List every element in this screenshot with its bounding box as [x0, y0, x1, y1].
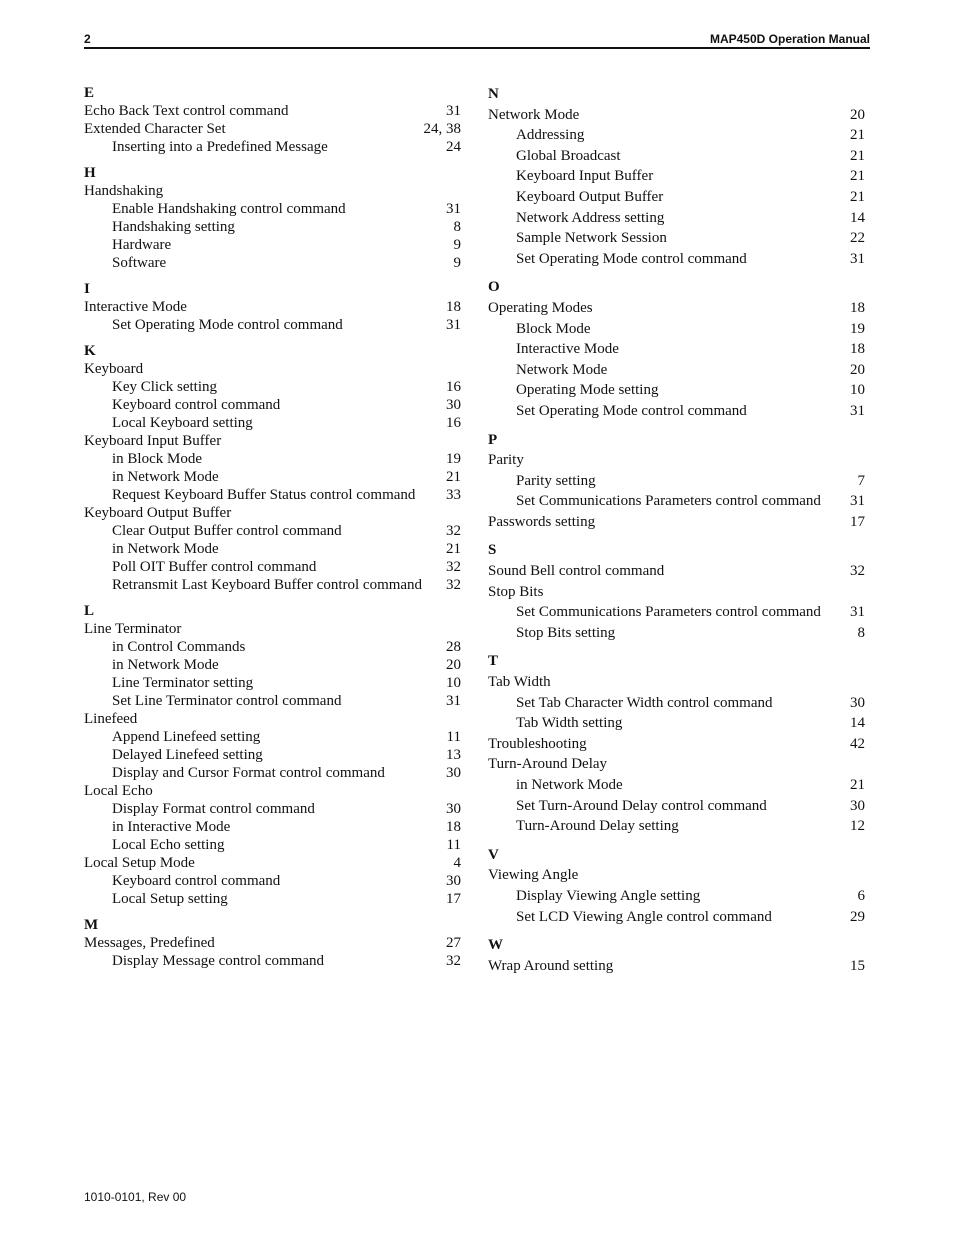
index-subentry [488, 228, 865, 249]
index-entry [488, 672, 865, 693]
entry-term: Operating Modes [488, 299, 593, 316]
index-subentry [488, 208, 865, 229]
entry-page-numbers: 32 [446, 953, 461, 969]
index-subentry [488, 816, 865, 837]
entry-term: Wrap Around setting [488, 957, 614, 974]
entry-term: Stop Bits setting [516, 624, 616, 641]
entry-page-numbers: 10 [446, 675, 461, 691]
entry-page-numbers: 12 [850, 818, 865, 835]
index-subentry [488, 491, 865, 512]
index-subentry [84, 728, 461, 746]
section-letter: P [488, 431, 498, 448]
index-subentry [488, 907, 865, 928]
entry-term: Clear Output Buffer control command [112, 523, 342, 539]
entry-term: Extended Character Set [84, 121, 226, 137]
entry-term: Network Mode [488, 106, 580, 123]
entry-term: Handshaking [84, 183, 164, 199]
index-entry [84, 854, 461, 872]
index-subentry [84, 138, 461, 156]
index-entry [84, 934, 461, 952]
entry-term: Set Turn-Around Delay control command [516, 797, 767, 814]
index-subentry [488, 319, 865, 340]
entry-term: Passwords setting [488, 513, 596, 530]
section-letter: T [488, 653, 499, 670]
index-entry [84, 360, 461, 378]
entry-page-numbers: 20 [850, 361, 865, 378]
index-subentry [488, 380, 865, 401]
index-section-k [84, 342, 461, 594]
entry-term: Delayed Linefeed setting [112, 747, 263, 763]
index-subentry [488, 602, 865, 623]
index-column-left [84, 84, 461, 978]
entry-term: in Block Mode [112, 451, 202, 467]
index-subentry [84, 414, 461, 432]
index-subentry [488, 713, 865, 734]
index-section-l [84, 602, 461, 908]
index-subentry [84, 692, 461, 710]
entry-page-numbers: 14 [850, 715, 865, 732]
section-letter: O [488, 279, 500, 296]
entry-term: Troubleshooting [488, 735, 587, 752]
entry-term: in Network Mode [112, 541, 219, 557]
index-subentry [488, 339, 865, 360]
section-letter: S [488, 542, 497, 559]
entry-term: Interactive Mode [516, 341, 619, 358]
entry-page-numbers: 32 [446, 523, 461, 539]
entry-page-numbers: 11 [446, 729, 461, 745]
entry-page-numbers: 21 [850, 168, 865, 185]
index-subentry [84, 522, 461, 540]
entry-page-numbers: 30 [850, 694, 865, 711]
index-section-p [488, 430, 865, 533]
entry-term: in Control Commands [112, 639, 246, 655]
entry-term: Set Communications Parameters control command [516, 604, 821, 621]
index-subentry [488, 360, 865, 381]
entry-term: Set Operating Mode control command [516, 402, 747, 419]
entry-term: Keyboard Input Buffer [516, 168, 654, 185]
index-entry [488, 561, 865, 582]
index-subentry [488, 886, 865, 907]
index-subentry [84, 540, 461, 558]
entry-page-numbers: 17 [850, 513, 865, 530]
index-subentry [488, 146, 865, 167]
entry-page-numbers: 18 [850, 341, 865, 358]
entry-term: in Network Mode [112, 657, 219, 673]
index-subentry [84, 218, 461, 236]
entry-page-numbers: 22 [850, 230, 865, 247]
section-letter: K [84, 343, 96, 359]
entry-term: Hardware [112, 237, 172, 253]
entry-term: Keyboard Input Buffer [84, 433, 222, 449]
index-section-m [84, 916, 461, 970]
entry-term: Keyboard control command [112, 873, 281, 889]
entry-term: Display Format control command [112, 801, 315, 817]
entry-page-numbers: 21 [850, 147, 865, 164]
entry-term: Interactive Mode [84, 299, 187, 315]
index-subentry [84, 396, 461, 414]
index-section-i [84, 280, 461, 334]
entry-term: Keyboard [84, 361, 144, 377]
entry-term: Line Terminator [84, 621, 182, 637]
index-subentry [488, 401, 865, 422]
index-subentry [488, 166, 865, 187]
entry-page-numbers: 21 [850, 127, 865, 144]
page-number: 2 [84, 32, 91, 46]
section-letter: V [488, 846, 499, 863]
entry-term: Enable Handshaking control command [112, 201, 346, 217]
index-subentry [84, 674, 461, 692]
index-subentry [488, 249, 865, 270]
entry-term: Sound Bell control command [488, 563, 665, 580]
entry-term: Tab Width setting [516, 715, 623, 732]
entry-page-numbers: 21 [850, 777, 865, 793]
entry-page-numbers: 31 [850, 604, 865, 621]
index-subentry [84, 200, 461, 218]
entry-page-numbers: 16 [446, 379, 461, 395]
entry-term: Linefeed [84, 711, 138, 727]
entry-page-numbers: 7 [857, 472, 865, 489]
entry-page-numbers: 28 [446, 639, 461, 655]
index-subentry [488, 693, 865, 714]
index-subentry [488, 125, 865, 146]
entry-term: Tab Width [488, 674, 551, 691]
entry-term: Sample Network Session [516, 230, 667, 247]
entry-page-numbers: 33 [446, 487, 461, 503]
entry-page-numbers: 21 [446, 469, 461, 485]
entry-term: Append Linefeed setting [112, 729, 261, 745]
entry-page-numbers: 27 [446, 935, 461, 951]
index-subentry [84, 576, 461, 594]
entry-term: Display Viewing Angle setting [516, 887, 701, 904]
entry-page-numbers: 6 [857, 887, 865, 904]
entry-page-numbers: 30 [446, 765, 461, 781]
entry-term: Display and Cursor Format control command [112, 765, 385, 781]
entry-term: Network Mode [516, 361, 608, 378]
page-header [84, 30, 870, 49]
entry-page-numbers: 42 [850, 735, 865, 752]
entry-page-numbers: 30 [446, 397, 461, 413]
entry-term: Parity [488, 452, 524, 469]
section-letter: M [84, 917, 99, 933]
entry-term: Global Broadcast [516, 147, 621, 164]
index-section-o [488, 277, 865, 421]
section-letter: H [84, 165, 96, 181]
entry-page-numbers: 17 [446, 891, 461, 907]
index-subentry [84, 746, 461, 764]
entry-term: Request Keyboard Buffer Status control command [112, 487, 416, 503]
index-entry [488, 105, 865, 126]
entry-term: Local Setup setting [112, 891, 228, 907]
index-entry [84, 182, 461, 200]
document-title: MAP450D Operation Manual [709, 32, 870, 46]
entry-page-numbers: 31 [446, 317, 461, 333]
index-entry [488, 865, 865, 886]
entry-page-numbers: 19 [850, 320, 865, 337]
entry-term: Keyboard Output Buffer [84, 505, 232, 521]
entry-page-numbers: 30 [446, 873, 461, 889]
index-subentry [84, 818, 461, 836]
index-subentry [84, 254, 461, 272]
index-entry [488, 734, 865, 755]
entry-term: Poll OIT Buffer control command [112, 559, 317, 575]
index-entry [488, 298, 865, 319]
entry-page-numbers: 11 [446, 837, 461, 853]
entry-page-numbers: 21 [850, 188, 865, 205]
index-entry [488, 512, 865, 533]
index-subentry [84, 890, 461, 908]
page-footer [84, 1190, 186, 1204]
entry-term: Line Terminator setting [112, 675, 254, 691]
entry-page-numbers: 31 [446, 201, 461, 217]
entry-term: Display Message control command [112, 953, 325, 969]
index-section-n [488, 84, 865, 269]
index-subentry [488, 623, 865, 644]
entry-term: Keyboard Output Buffer [516, 188, 664, 205]
index-subentry [84, 486, 461, 504]
entry-term: Turn-Around Delay [488, 756, 608, 773]
index-subentry [84, 450, 461, 468]
index-section-t [488, 651, 865, 836]
entry-term: Block Mode [516, 320, 591, 337]
index-subentry [84, 378, 461, 396]
entry-term: in Network Mode [112, 469, 219, 485]
index-section-s [488, 540, 865, 643]
entry-term: Turn-Around Delay setting [516, 818, 679, 835]
index-entry [84, 298, 461, 316]
entry-term: Set Operating Mode control command [516, 250, 747, 267]
entry-page-numbers: 9 [453, 237, 461, 253]
index-entry [84, 102, 461, 120]
entry-page-numbers: 19 [446, 451, 461, 467]
index-entry [84, 120, 461, 138]
entry-term: Keyboard control command [112, 397, 281, 413]
index-entry [488, 582, 865, 603]
entry-term: Local Echo setting [112, 837, 225, 853]
entry-page-numbers: 9 [453, 255, 461, 271]
entry-page-numbers: 13 [446, 747, 461, 763]
entry-term: Set Communications Parameters control command [516, 493, 821, 510]
entry-page-numbers: 21 [446, 541, 461, 557]
index-section-w [488, 935, 865, 976]
index-column-right [488, 84, 865, 984]
entry-page-numbers: 18 [446, 819, 461, 835]
entry-page-numbers: 8 [857, 624, 865, 641]
entry-page-numbers: 4 [453, 855, 461, 871]
index-subentry [488, 187, 865, 208]
index-entry [488, 754, 865, 775]
entry-page-numbers: 30 [850, 797, 865, 814]
index-subentry [84, 836, 461, 854]
entry-term: Echo Back Text control command [84, 103, 289, 119]
index-subentry [84, 638, 461, 656]
index-subentry [84, 468, 461, 486]
index-entry [488, 956, 865, 977]
entry-term: Key Click setting [112, 379, 217, 395]
entry-term: Retransmit Last Keyboard Buffer control command [112, 577, 423, 593]
entry-page-numbers: 20 [446, 657, 461, 673]
entry-page-numbers: 18 [850, 299, 865, 316]
index-entry [84, 782, 461, 800]
index-subentry [84, 872, 461, 890]
index-entry [84, 620, 461, 638]
entry-page-numbers: 31 [850, 250, 865, 267]
entry-page-numbers: 18 [446, 299, 461, 315]
entry-page-numbers: 24, 38 [423, 121, 461, 137]
section-letter: N [488, 86, 499, 102]
index-section-h [84, 164, 461, 272]
index-subentry [488, 796, 865, 817]
entry-term: Stop Bits [488, 583, 544, 600]
entry-page-numbers: 20 [850, 106, 865, 123]
index-subentry [488, 471, 865, 492]
entry-term: Local Keyboard setting [112, 415, 253, 431]
index-entry [84, 710, 461, 728]
entry-term: in Network Mode [516, 777, 623, 793]
entry-page-numbers: 32 [850, 563, 865, 580]
entry-term: Inserting into a Predefined Message [112, 139, 328, 155]
index-subentry [84, 558, 461, 576]
entry-page-numbers: 29 [850, 908, 865, 925]
index-section-e [84, 84, 461, 156]
index-subentry [84, 316, 461, 334]
index-subentry [84, 656, 461, 674]
index-section-v [488, 845, 865, 927]
section-letter: E [84, 85, 95, 101]
entry-term: in Interactive Mode [112, 819, 231, 835]
entry-term: Local Echo [84, 783, 153, 799]
entry-page-numbers: 24 [446, 139, 461, 155]
index-entry [488, 450, 865, 471]
entry-page-numbers: 30 [446, 801, 461, 817]
entry-page-numbers: 31 [446, 693, 461, 709]
entry-page-numbers: 14 [850, 209, 865, 226]
section-letter: L [84, 603, 95, 619]
entry-term: Addressing [516, 127, 585, 144]
entry-term: Set Tab Character Width control command [516, 694, 773, 711]
entry-term: Set LCD Viewing Angle control command [516, 908, 772, 925]
entry-term: Software [112, 255, 167, 271]
entry-page-numbers: 31 [850, 402, 865, 419]
entry-term: Operating Mode setting [516, 382, 659, 399]
entry-term: Local Setup Mode [84, 855, 195, 871]
entry-term: Messages, Predefined [84, 935, 215, 951]
entry-term: Set Operating Mode control command [112, 317, 343, 333]
index-entry [84, 504, 461, 522]
entry-page-numbers: 32 [446, 577, 461, 593]
entry-term: Viewing Angle [488, 867, 579, 884]
entry-page-numbers: 31 [850, 493, 865, 510]
index-subentry [488, 775, 865, 796]
entry-term: Parity setting [516, 472, 596, 489]
entry-term: Set Line Terminator control command [112, 693, 342, 709]
index-entry [84, 432, 461, 450]
entry-page-numbers: 16 [446, 415, 461, 431]
entry-page-numbers: 10 [850, 382, 865, 399]
index-subentry [84, 236, 461, 254]
document-number: 1010-0101, Rev 00 [84, 1190, 187, 1204]
entry-term: Handshaking setting [112, 219, 235, 235]
index-subentry [84, 952, 461, 970]
index-subentry [84, 800, 461, 818]
entry-page-numbers: 15 [850, 957, 865, 974]
entry-page-numbers: 31 [446, 103, 461, 119]
section-letter: I [84, 281, 90, 297]
section-letter: W [488, 937, 503, 954]
entry-page-numbers: 32 [446, 559, 461, 575]
entry-term: Network Address setting [516, 209, 665, 226]
entry-page-numbers: 8 [453, 219, 461, 235]
index-subentry [84, 764, 461, 782]
